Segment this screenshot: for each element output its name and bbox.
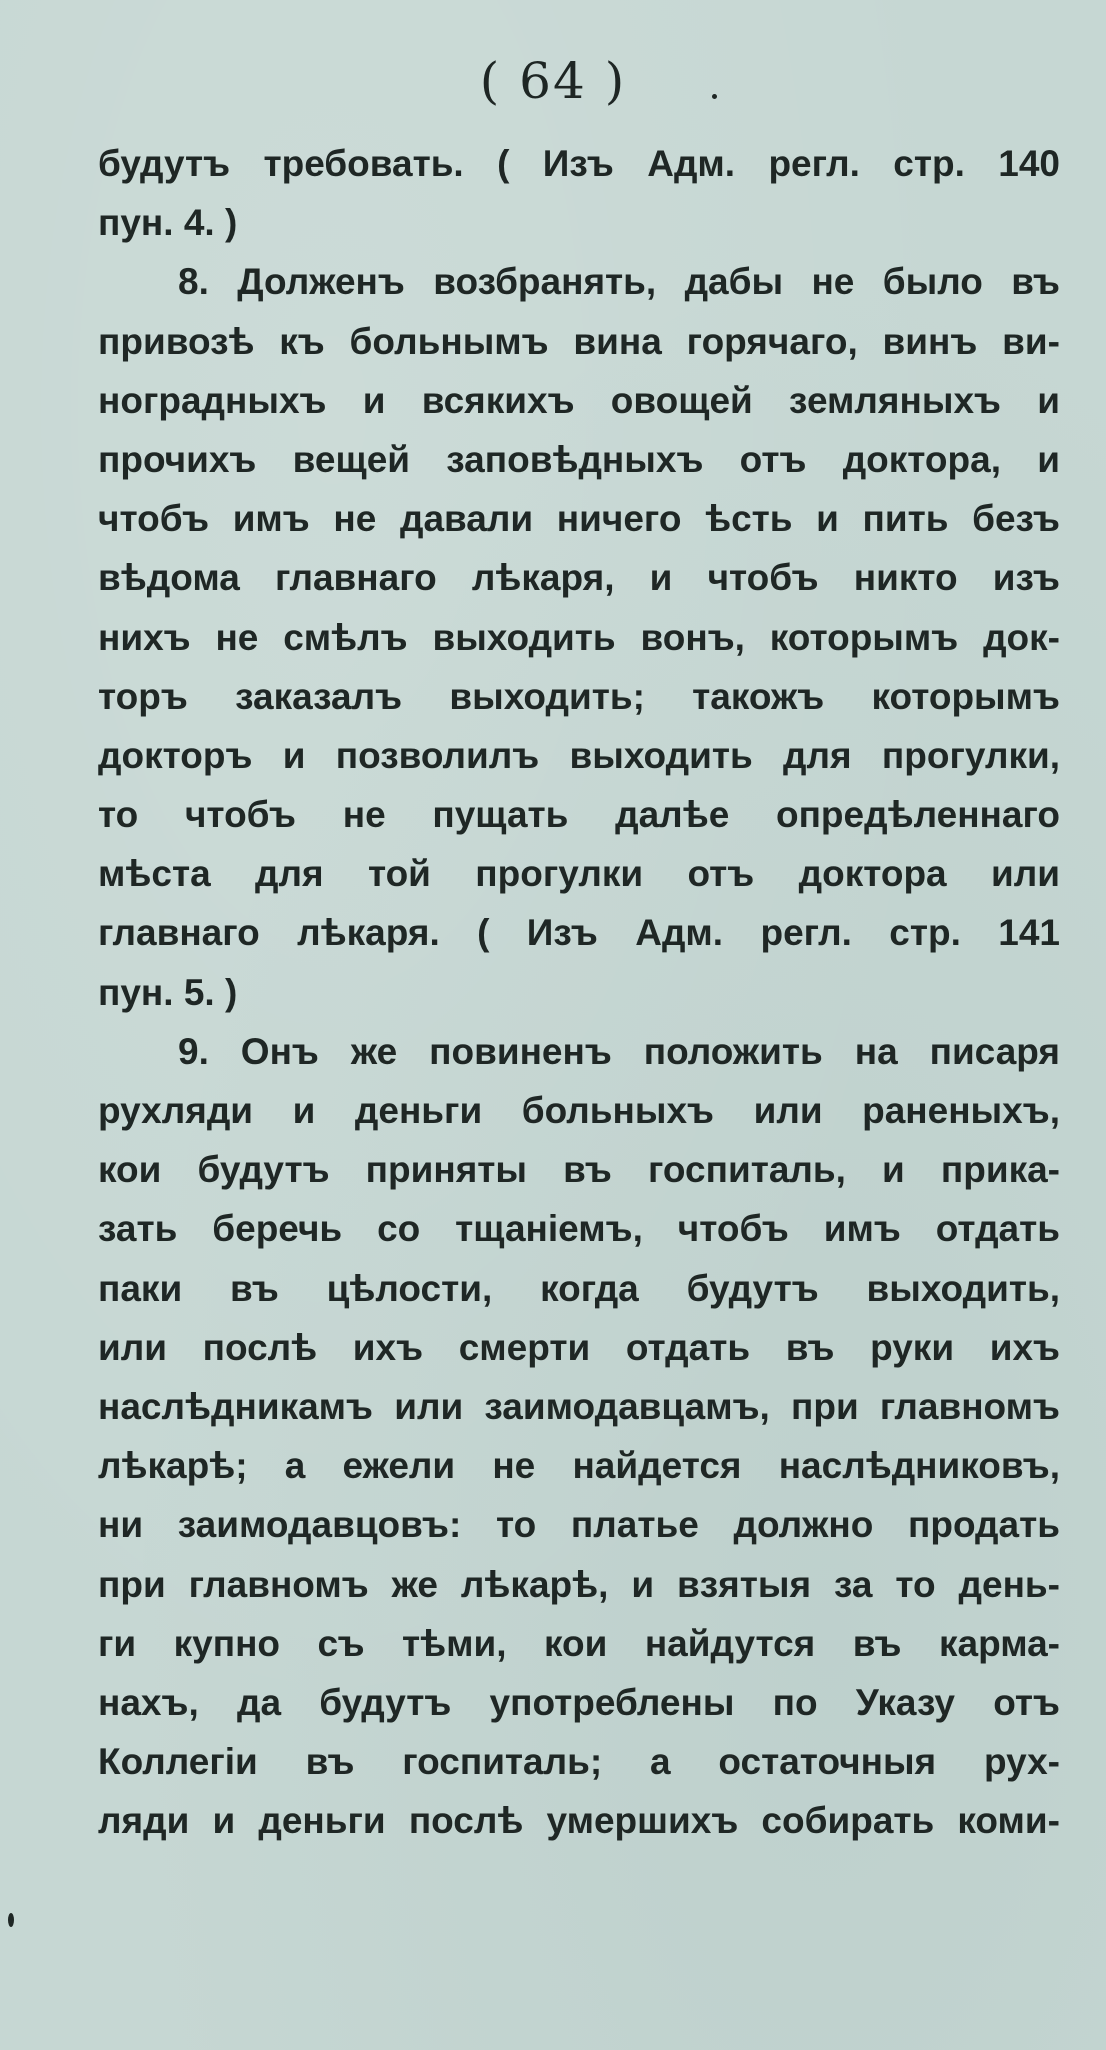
ink-speck: [712, 94, 717, 99]
text-line: нихъ не смѣлъ выходить вонъ, которымъ док-: [98, 616, 1060, 658]
text-line: вѣдома главнаго лѣкаря, и чтобъ никто изъ: [98, 557, 1060, 599]
text-line: кои будутъ приняты въ госпиталь, и прика-: [98, 1149, 1060, 1191]
text-line: зать беречь со тщаніемъ, чтобъ имъ отдать: [98, 1208, 1060, 1250]
ink-speck: [8, 1913, 14, 1927]
text-line: Коллегіи въ госпиталь; а остаточныя рух-: [98, 1741, 1060, 1783]
text-line: торъ заказалъ выходить; такожъ которымъ: [98, 675, 1060, 717]
text-line: то чтобъ не пущать далѣе опредѣленнаго: [98, 794, 1060, 836]
text-line: ни заимодавцовъ: то платье должно продать: [98, 1504, 1060, 1546]
text-line: мѣста для той прогулки отъ доктора или: [98, 853, 1060, 895]
body-text: [98, 134, 1060, 1850]
paragraph-8-start: 8. Долженъ возбранять, дабы не было въ: [178, 261, 1060, 303]
text-line: чтобъ имъ не давали ничего ѣсть и пить безъ: [98, 498, 1060, 540]
text-line: паки въ цѣлости, когда будутъ выходить,: [98, 1267, 1060, 1309]
text-line: пун. 5. ): [98, 971, 238, 1013]
paragraph-9-start: 9. Онъ же повиненъ положить на писаря: [178, 1030, 1060, 1072]
text-line: пун. 4. ): [98, 202, 238, 244]
text-line: при главномъ же лѣкарѣ, и взятыя за то день-: [98, 1563, 1060, 1605]
text-line: ноградныхъ и всякихъ овощей земляныхъ и: [98, 379, 1060, 421]
text-line: нахъ, да будутъ употреблены по Указу отъ: [98, 1681, 1060, 1723]
text-line: прочихъ вещей заповѣдныхъ отъ доктора, и: [98, 438, 1060, 480]
text-line: рухляди и деньги больныхъ или раненыхъ,: [98, 1090, 1060, 1131]
text-line: наслѣдникамъ или заимодавцамъ, при главномъ: [98, 1385, 1060, 1427]
text-line: лѣкарѣ; а ежели не найдется наслѣдниковъ,: [98, 1445, 1060, 1487]
text-line: докторъ и позволилъ выходить для прогулки,: [98, 734, 1060, 776]
text-line: или послѣ ихъ смерти отдать въ руки ихъ: [98, 1326, 1060, 1368]
text-line: ги купно съ тѣми, кои найдутся въ карма-: [98, 1622, 1060, 1664]
text-line: ляди и деньги послѣ умершихъ собирать коми-: [98, 1800, 1060, 1842]
page-number: ( 64 ): [479, 52, 627, 110]
text-line: будутъ требовать. ( Изъ Адм. регл. стр. 140: [98, 143, 1060, 184]
text-line: главнаго лѣкаря. ( Изъ Адм. регл. стр. 141: [98, 912, 1060, 954]
text-line: привозѣ къ больнымъ вина горячаго, винъ ви-: [98, 320, 1060, 362]
